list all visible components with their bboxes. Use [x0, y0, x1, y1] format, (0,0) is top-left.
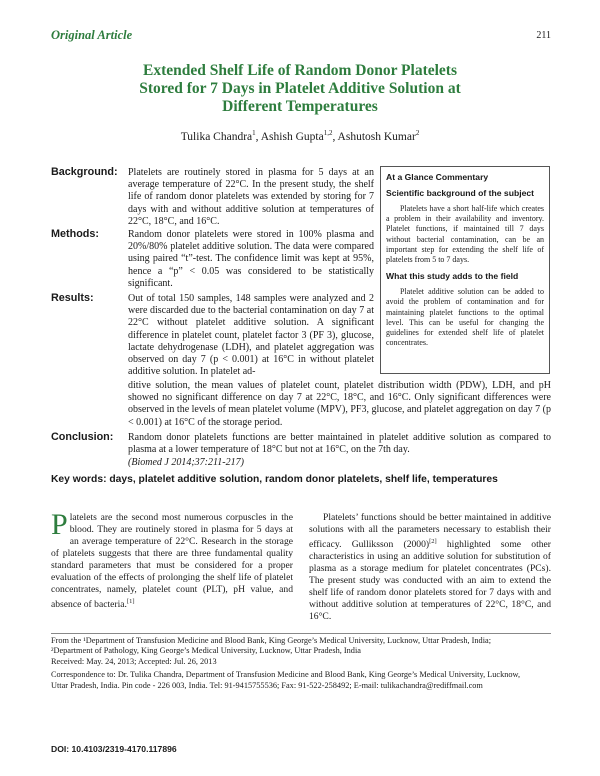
reference-marker: [2] [429, 538, 437, 545]
body-paragraph-continued: highlighted some other characteristics in using an additive solution for substitution of plasma as a storage medium for platelet concentrates (PCs). The present study was conducted with an aim to extend the shelf life of random donor platelets stored for 7 days with and without additive solution at temperatures of 22°C, 18°C, and 16°C. [309, 539, 551, 623]
title-line: Stored for 7 Days in Platelet Additive Solution at [139, 80, 461, 97]
body-column-right [309, 512, 551, 623]
keywords: Key words: days, platelet additive solution, random donor platelets, shelf life, temperatures [51, 474, 498, 485]
glance-paragraph: Platelet additive solution can be added to avoid the problem of contamination and for maintaining platelet functions to the optimal level. This can be useful for changing the guidelines for extended shelf life of platelet concentrates. [386, 287, 544, 348]
author-name: , Ashutosh Kumar [332, 130, 416, 143]
title-line: Extended Shelf Life of Random Donor Platelets [142, 62, 457, 79]
background-label: Background: [51, 166, 118, 178]
background-text: Platelets are routinely stored in plasma for 5 days at an average temperature of 22°C. In the present study, the shelf life of random donor platelets was extended by storing for 7 days with and without additive solution at temperatures of 22°C, 18°C, and 16°C. [128, 167, 374, 227]
author-list [60, 129, 540, 143]
methods-text: Random donor platelets were stored in 100% plasma and 20%/80% platelet additive solution. The data were compared using paired “t”-test. The confidence limit was kept at 95%, hence a “p” < 0.05 was considered to be statistically significant. [128, 229, 374, 289]
author-name: , Ashish Gupta [255, 130, 324, 143]
drop-cap: P [51, 508, 68, 541]
author-name: Tulika Chandra [180, 130, 253, 143]
body-column-left [51, 508, 293, 611]
correspondence: Correspondence to: Dr. Tulika Chandra, Department of Transfusion Medicine and Blood Bank, King George’s Medical University, Lucknow, [51, 670, 521, 679]
section-label: Original Article [51, 28, 133, 42]
author-affiliation: 1 [252, 129, 256, 137]
conclusion-text: Random donor platelets functions are better maintained in platelet additive solution as compared to plasma at a lower temperature of 18°C but not at 16°C, on the 7th day. [128, 432, 551, 456]
body-paragraph: Platelets’ functions should be better maintained in additive solutions with all the parameters necessary to establish their efficacy. Gulliksson (2000) [309, 512, 551, 551]
glance-heading: At a Glance Commentary [386, 172, 489, 182]
glance-subheading: What this study adds to the field [386, 271, 519, 282]
affiliation-line: ²Department of Pathology, King George’s Medical University, Lucknow, Uttar Pradesh, India [51, 646, 361, 655]
received-dates: Received: May. 24, 2013; Accepted: Jul. 26, 2013 [51, 657, 217, 666]
reference-marker: [1] [126, 598, 135, 605]
citation: (Biomed J 2014;37:211-217) [128, 457, 244, 468]
correspondence-contact: Uttar Pradesh, India. Pin code - 226 003, India. Tel: 91-9415755536; Fax: 91-522-258492; E-mail: tulikachandra@rediffmail.com [51, 681, 483, 690]
results-text: Out of total 150 samples, 148 samples were analyzed and 2 were discarded due to the bacterial contamination on day 7 at 22°C without platelet additive solution. A significant difference in platelet count, platelet factor 3 (PF 3), glucose, lactate dehydrogenase (LDH), and platelet aggregation was observed on day 7 (p < 0.001) at 16°C in without platelet additive solution. In platelet ad- [128, 293, 374, 378]
body-paragraph: latelets are the second most numerous corpuscles in the blood. They are routinely stored in plasma for 5 days at an average temperature of 22°C. Research in the storage of platelets suggests that there are three fundamental quality standard parameters that must be considered for a proper evaluation of the effects of prolonging the shelf life of platelet concentrates, namely, platelet count (PLT), pH value, and absence of bacteria. [51, 512, 293, 611]
author-affiliation: 1,2 [323, 129, 333, 137]
results-label: Results: [51, 292, 94, 304]
footer-divider [51, 633, 551, 634]
conclusion-label: Conclusion: [51, 431, 114, 443]
page-number: 211 [536, 30, 551, 41]
author-affiliation: 2 [415, 129, 420, 137]
glance-commentary-box [380, 166, 550, 374]
glance-paragraph: Platelets have a short half-life which creates a problem in their availability and inventory. Platelet functions, if maintained till 7 days without bacterial contamination, can be an important step for extending the shelf life of platelets from 5 to 7 days. [386, 204, 544, 265]
affiliation-line: From the ¹Department of Transfusion Medicine and Blood Bank, King George’s Medical University, Lucknow, Uttar Pradesh, India; [51, 636, 491, 645]
title-line: Different Temperatures [222, 98, 378, 115]
methods-label: Methods: [51, 228, 99, 240]
doi: DOI: 10.4103/2319-4170.117896 [51, 744, 177, 754]
glance-subheading: Scientific background of the subject [386, 188, 535, 198]
results-text-continued: ditive solution, the mean values of platelet count, platelet distribution width (PDW), LDH, and pH showed no significant difference on day 7 at 22°C, 18°C, and 16°C. Only significant differences were observed in the levels of mean platelet volume (MPV), PF3, glucose, and platelet aggregation on day 7 (p < 0.001) at 16°C of the storage period. [128, 380, 551, 428]
article-title [60, 62, 540, 116]
